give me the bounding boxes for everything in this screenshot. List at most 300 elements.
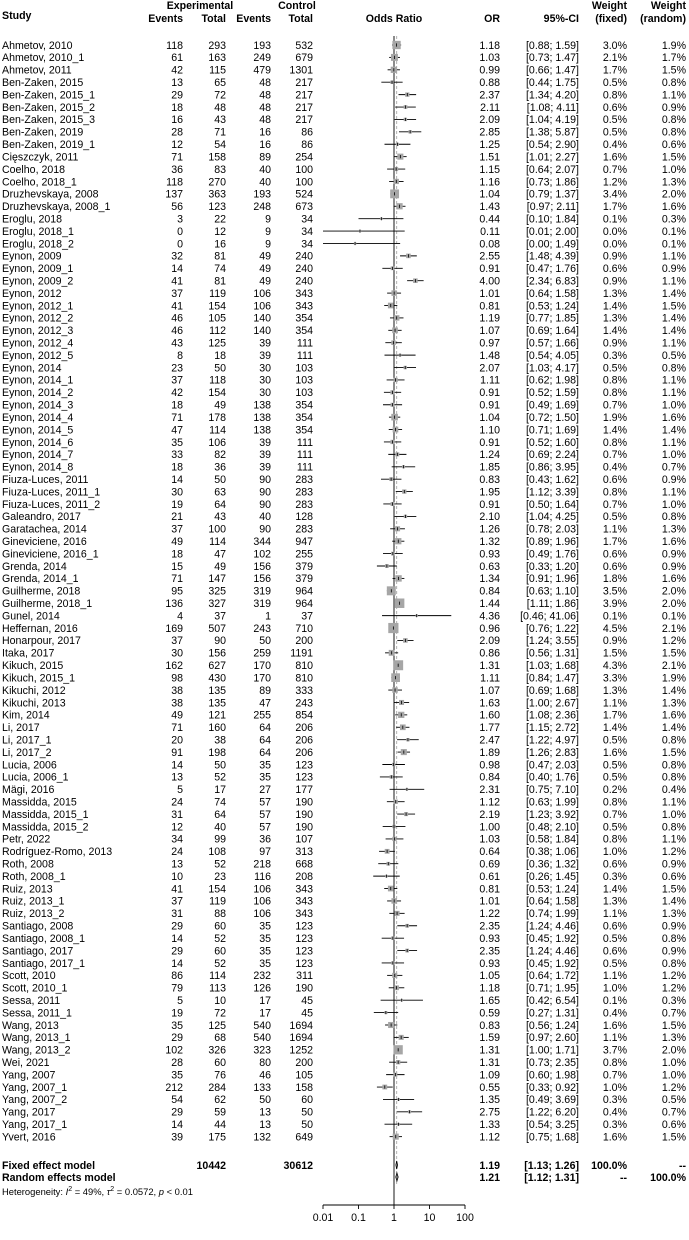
cell-ee: 37 (171, 635, 183, 648)
cell-ce: 90 (259, 498, 271, 511)
ci-value: [1.08; 4.11] (526, 101, 579, 114)
study-row (2, 462, 687, 474)
study-label: Wang, 2013_1 (2, 1032, 71, 1045)
cell-ct: 60 (301, 1094, 313, 1107)
cell-ee: 61 (171, 52, 183, 65)
cell-or: 0.83 (479, 473, 500, 486)
cell-or: 0.59 (479, 1007, 500, 1020)
header-odds-ratio: Odds Ratio (365, 13, 423, 25)
reference-lines (394, 36, 397, 1205)
study-label: Eynon, 2012_1 (2, 300, 74, 313)
cell-wr: 1.4% (661, 312, 686, 325)
cell-ct: 673 (295, 201, 313, 214)
study-row (2, 722, 687, 734)
cell-wf: 2.1% (602, 52, 627, 65)
cell-ct: 343 (295, 287, 313, 300)
cell-et: 47 (214, 548, 226, 561)
header-weight-random: Weight (650, 0, 686, 12)
ci-value: [1.11; 1.86] (526, 598, 579, 611)
ci-value: [0.89; 1.96] (525, 536, 579, 548)
study-row (2, 685, 687, 697)
cell-ee: 41 (171, 883, 183, 896)
cell-wr: 1.5% (661, 883, 686, 896)
cell-ce: 13 (259, 1119, 271, 1132)
study-row (2, 164, 687, 176)
study-label: Massidda, 2015_2 (2, 821, 89, 834)
study-row (2, 1119, 687, 1131)
study-row (2, 610, 687, 622)
cell-ce: 40 (259, 163, 271, 176)
cell-wf: 4.5% (602, 622, 627, 635)
ci-value: [0.54; 4.05] (525, 349, 579, 362)
cell-wr: 0.9% (661, 548, 686, 561)
cell-wf: 3.0% (602, 39, 627, 52)
cell-et: 100 (208, 523, 226, 536)
ci-value: [1.38; 5.87] (525, 126, 579, 139)
cell-ct: 354 (295, 424, 313, 437)
cell-et: 178 (208, 411, 226, 424)
cell-ct: 200 (295, 1057, 313, 1070)
cell-ee: 79 (171, 982, 183, 995)
cell-ee: 95 (171, 585, 183, 598)
study-row (2, 437, 687, 449)
cell-et: 17 (214, 784, 226, 797)
cell-ee: 41 (171, 300, 183, 313)
study-label: Eynon, 2014_7 (2, 449, 74, 462)
study-row (2, 734, 687, 746)
cell-or: 1.31 (479, 660, 500, 673)
cell-or: 0.11 (480, 225, 500, 238)
cell-ce: 90 (259, 523, 271, 536)
cell-or: 1.12 (479, 796, 500, 809)
cell-ee: 3 (177, 213, 183, 226)
cell-ct: 311 (296, 970, 313, 983)
cell-ee: 14 (171, 759, 183, 772)
cell-ee: 16 (171, 114, 183, 127)
cell-ct: 964 (295, 598, 313, 611)
study-label: Yang, 2007_2 (2, 1094, 68, 1107)
ci-value: [0.64; 1.58] (525, 287, 579, 300)
cell-et: 88 (214, 908, 226, 921)
cell-ce: 97 (259, 846, 271, 859)
study-row (2, 1045, 687, 1057)
ci-value: [0.38; 1.06] (525, 846, 579, 859)
study-label: Eynon, 2014_8 (2, 461, 74, 474)
ci-value: [0.73; 2.35] (525, 1057, 579, 1070)
cell-wf: 0.9% (602, 337, 627, 350)
cell-ee: 13 (171, 858, 183, 871)
cell-ct: 34 (301, 213, 313, 226)
cell-ce: 255 (253, 709, 271, 722)
cell-et: 135 (208, 684, 226, 697)
cell-wr: 1.7% (661, 52, 686, 65)
cell-et: 81 (214, 275, 226, 288)
cell-ce: 39 (259, 349, 271, 362)
cell-ee: 18 (171, 548, 183, 561)
study-row (2, 945, 687, 957)
cell-or: 1.85 (479, 461, 500, 474)
ci-value: [1.08; 2.36] (525, 709, 579, 722)
cell-ct: 86 (301, 126, 313, 139)
ci-value: [1.22; 4.97] (525, 734, 579, 747)
cell-wr: 0.8% (661, 511, 686, 524)
cell-ct: 86 (301, 139, 313, 152)
cell-wf: 0.8% (602, 796, 627, 809)
cell-wf: 0.7% (602, 399, 627, 412)
cell-et: 135 (208, 697, 226, 710)
ci-value: [1.15; 2.72] (525, 722, 579, 735)
study-label: Eynon, 2014_1 (2, 374, 74, 387)
cell-or: 0.64 (479, 846, 500, 859)
study-label: Yang, 2007_1 (2, 1081, 68, 1094)
cell-or: 1.24 (479, 449, 500, 462)
study-row (2, 275, 687, 287)
study-label: Eynon, 2009 (2, 250, 62, 263)
cell-ct: 123 (295, 759, 313, 772)
x-tick-label: 100 (456, 1212, 474, 1224)
cell-et: 363 (208, 188, 226, 201)
cell-or: 0.55 (479, 1081, 500, 1094)
cell-ce: 232 (253, 970, 271, 983)
cell-wr: 1.4% (661, 684, 686, 697)
cell-et: 40 (214, 821, 226, 834)
cell-et: 52 (214, 771, 226, 784)
cell-wf: 0.5% (602, 114, 627, 127)
cell-wr: 0.7% (661, 1106, 686, 1119)
study-row (2, 89, 687, 101)
cell-wr: 0.5% (661, 349, 686, 362)
cell-or: 1.77 (479, 722, 500, 735)
cell-wr: 0.8% (661, 734, 686, 747)
cell-ee: 23 (171, 362, 183, 375)
cell-ce: 17 (259, 994, 271, 1007)
cell-ct: 45 (301, 994, 313, 1007)
cell-ce: 132 (253, 1131, 271, 1144)
cell-wf: 0.6% (602, 920, 627, 933)
cell-wr: 0.1% (661, 610, 686, 623)
ci-value: [1.24; 4.46] (525, 920, 579, 933)
study-row (2, 1032, 687, 1044)
cell-ce: 140 (253, 312, 271, 325)
cell-wr: 0.9% (661, 263, 686, 276)
study-label: Eynon, 2012_3 (2, 325, 74, 338)
study-row (2, 263, 687, 275)
cell-ce: 133 (253, 1081, 271, 1094)
cell-wf: 0.5% (602, 511, 627, 524)
cell-et: 72 (214, 1007, 226, 1020)
study-label: Ben-Zaken, 2015_2 (2, 101, 96, 114)
cell-ee: 5 (177, 994, 183, 1007)
cell-ct: 243 (295, 697, 313, 710)
ci-value: [0.46; 41.06] (520, 610, 579, 623)
study-label: Gunel, 2014 (2, 610, 60, 623)
cell-ee: 0 (177, 225, 183, 238)
study-row (2, 189, 687, 201)
cell-wr: 1.4% (661, 722, 686, 735)
study-label: Eroglu, 2018 (2, 213, 63, 226)
cell-wf: 0.8% (602, 486, 627, 499)
ci-value: [1.00; 1.71] (525, 1044, 579, 1057)
study-label: Sessa, 2011 (2, 994, 61, 1007)
study-label: Kikuchi, 2013 (2, 697, 66, 710)
cell-ee: 39 (171, 1131, 183, 1144)
cell-ce: 323 (253, 1044, 271, 1057)
cell-wr: 1.4% (661, 424, 686, 437)
ci-value: [1.48; 4.39] (525, 250, 579, 263)
cell-ct: 1191 (290, 647, 313, 660)
cell-ct: 947 (295, 536, 313, 548)
cell-ee: 24 (171, 846, 183, 859)
cell-wf: 0.3% (602, 349, 627, 362)
cell-wf: 1.4% (602, 300, 627, 313)
cell-ee: 162 (165, 660, 183, 673)
cell-wr: 0.8% (661, 362, 686, 375)
cell-ce: 140 (253, 325, 271, 338)
ci-value: [0.71; 1.69] (525, 424, 579, 437)
cell-wf: 0.5% (602, 759, 627, 772)
cell-ce: 540 (253, 1019, 271, 1032)
study-row (2, 524, 687, 536)
cell-wf: 1.7% (602, 536, 627, 548)
cell-et: 99 (214, 833, 226, 846)
cell-et: 74 (214, 263, 226, 276)
study-label: Ruiz, 2013_1 (2, 895, 65, 908)
cell-or: 2.09 (479, 635, 500, 648)
ci-value: [0.49; 1.69] (525, 399, 579, 412)
cell-ct: 710 (295, 622, 313, 635)
cell-wr: 2.0% (661, 598, 686, 611)
study-row (2, 313, 687, 325)
cell-or: 2.10 (479, 511, 500, 524)
cell-ce: 57 (259, 796, 271, 809)
cell-wr: 0.6% (661, 139, 686, 152)
cell-or: 0.91 (479, 498, 500, 511)
cell-or: 1.60 (479, 709, 500, 722)
study-row (2, 896, 687, 908)
cell-wf: 3.3% (602, 672, 627, 685)
cell-ce: 30 (259, 374, 271, 387)
study-row (2, 251, 687, 263)
cell-ee: 118 (166, 176, 183, 189)
study-label: Wang, 2013 (2, 1019, 59, 1032)
cell-ee: 14 (171, 473, 183, 486)
cell-ee: 12 (171, 139, 183, 152)
cell-wf: 1.1% (602, 697, 627, 710)
cell-ct: 100 (295, 163, 313, 176)
ci-value: [0.77; 1.85] (525, 312, 579, 325)
cell-wr: 2.1% (661, 660, 686, 673)
cell-ct: 1301 (289, 64, 313, 77)
study-label: Ben-Zaken, 2015 (2, 77, 84, 90)
cell-wf: 1.3% (602, 895, 627, 908)
cell-ct: 343 (295, 300, 313, 313)
cell-et: 23 (214, 870, 226, 883)
cell-et: 154 (208, 387, 226, 400)
cell-wf: 0.5% (602, 77, 627, 90)
cell-et: 59 (214, 1106, 226, 1119)
cell-wf: 1.0% (602, 982, 627, 995)
cell-wf: 0.5% (602, 362, 627, 375)
study-label: Kikuch, 2015 (2, 660, 64, 673)
study-label: Rodríguez-Romo, 2013 (2, 846, 113, 859)
study-label: Grenda, 2014_1 (2, 573, 79, 586)
cell-or: 0.88 (479, 77, 500, 90)
study-label: Cięszczyk, 2011 (2, 151, 79, 164)
study-label: Eynon, 2012_5 (2, 349, 74, 362)
header-or: OR (484, 13, 500, 25)
study-row (2, 486, 687, 498)
study-label: Massidda, 2015 (2, 796, 77, 809)
cell-et: 54 (214, 139, 226, 152)
cell-ct: 37 (301, 610, 313, 623)
cell-ee: 36 (171, 163, 183, 176)
cell-wf: 0.8% (602, 436, 627, 449)
study-label: Eynon, 2012_2 (2, 312, 74, 325)
ci-value: [0.47; 2.03] (525, 759, 579, 772)
ci-value: [0.72; 1.50] (525, 411, 579, 424)
cell-ee: 8 (177, 349, 183, 362)
cell-ce: 39 (259, 461, 271, 474)
study-row (2, 350, 687, 362)
study-label: Yang, 2017_1 (2, 1119, 68, 1132)
header-exp-total: Total (201, 13, 226, 25)
ci-value: [0.50; 1.64] (525, 498, 579, 511)
study-row (2, 338, 687, 350)
cell-ct: 217 (295, 114, 313, 127)
cell-ee: 34 (171, 833, 183, 846)
cell-et: 52 (214, 858, 226, 871)
ci-value: [1.12; 3.39] (525, 486, 579, 499)
cell-ce: 16 (259, 126, 271, 139)
cell-et: 115 (209, 64, 226, 77)
ci-value: [0.45; 1.92] (525, 957, 579, 970)
cell-ce: 319 (253, 585, 271, 598)
cell-ct: 810 (295, 660, 313, 673)
cell-et: 114 (209, 424, 226, 437)
cell-ce: 193 (253, 39, 271, 52)
cell-ee: 41 (171, 275, 183, 288)
cell-ce: 48 (259, 114, 271, 127)
cell-ce: 48 (259, 77, 271, 90)
ci-value: [1.22; 6.20] (525, 1106, 579, 1119)
study-label: Galeandro, 2017 (2, 511, 81, 524)
study-row (2, 995, 687, 1007)
study-row (2, 52, 687, 64)
cell-wf: 0.5% (602, 734, 627, 747)
cell-or: 1.11 (480, 374, 500, 387)
ci-value: [0.56; 1.31] (525, 647, 579, 660)
cell-wr: 1.1% (661, 833, 686, 846)
cell-wr: 0.8% (661, 771, 686, 784)
cell-ct: 103 (295, 362, 313, 375)
cell-or: 1.65 (479, 994, 500, 1007)
cell-ce: 64 (259, 746, 271, 759)
cell-ee: 37 (171, 523, 183, 536)
ci-value: [0.40; 1.76] (525, 771, 579, 784)
cell-ct: 649 (295, 1131, 313, 1144)
cell-wf: 0.6% (602, 858, 627, 871)
cell-ct: 964 (295, 585, 313, 598)
summary-diamond (396, 1173, 398, 1181)
summary-or: 1.19 (479, 1159, 500, 1172)
cell-ee: 12 (171, 821, 183, 834)
cell-wf: 1.0% (602, 846, 627, 859)
ci-value: [0.27; 1.31] (525, 1007, 579, 1020)
cell-ct: 105 (295, 1069, 313, 1082)
cell-et: 156 (208, 647, 226, 660)
cell-wr: 0.9% (661, 858, 686, 871)
study-label: Yvert, 2016 (2, 1131, 56, 1144)
cell-or: 2.19 (479, 808, 500, 821)
cell-ee: 19 (171, 1007, 183, 1020)
cell-et: 105 (208, 312, 226, 325)
cell-wr: 1.1% (661, 486, 686, 499)
cell-et: 68 (214, 1032, 226, 1045)
ci-value: [0.91; 1.96] (525, 573, 579, 586)
cell-wr: 1.6% (661, 573, 686, 586)
study-label: Ben-Zaken, 2019_1 (2, 139, 96, 152)
cell-or: 2.11 (480, 101, 500, 114)
ci-value: [0.01; 2.00] (525, 225, 579, 238)
cell-wr: 0.9% (661, 920, 686, 933)
x-axis (313, 1205, 474, 1224)
cell-ct: 158 (295, 1081, 313, 1094)
header (2, 0, 686, 25)
ci-value: [0.58; 1.84] (525, 833, 579, 846)
cell-wr: 1.4% (661, 895, 686, 908)
header-exp-events: Events (148, 13, 183, 25)
study-row (2, 759, 687, 771)
cell-wf: 0.6% (602, 548, 627, 561)
cell-wr: 1.0% (661, 1057, 686, 1070)
study-label: Eynon, 2014_6 (2, 436, 74, 449)
cell-ce: 89 (259, 151, 271, 164)
ci-value: [1.04; 4.25] (525, 511, 579, 524)
ci-value: [0.48; 2.10] (525, 821, 579, 834)
cell-ee: 35 (171, 1069, 183, 1082)
cell-ct: 379 (295, 560, 313, 573)
cell-ct: 343 (295, 908, 313, 921)
cell-or: 1.01 (479, 287, 500, 300)
cell-wf: 0.1% (602, 610, 627, 623)
summary-weight-random: -- (678, 1159, 686, 1172)
cell-ce: 170 (253, 672, 271, 685)
study-rows (2, 40, 687, 1144)
study-label: Ruiz, 2013_2 (2, 908, 65, 921)
cell-wf: 0.8% (602, 833, 627, 846)
cell-ce: 16 (259, 139, 271, 152)
cell-et: 64 (214, 808, 226, 821)
cell-ce: 106 (253, 895, 271, 908)
ci-value: [0.64; 1.58] (525, 895, 579, 908)
cell-ct: 123 (295, 957, 313, 970)
cell-ct: 50 (301, 1106, 313, 1119)
study-label: Roth, 2008 (2, 858, 54, 871)
cell-or: 0.91 (479, 387, 500, 400)
cell-ce: 35 (259, 945, 271, 958)
cell-ce: 106 (253, 883, 271, 896)
study-row (2, 362, 687, 374)
ci-value: [0.33; 0.92] (525, 1081, 579, 1094)
cell-wr: 0.8% (661, 114, 686, 127)
study-row (2, 697, 687, 709)
cell-et: 121 (208, 709, 226, 722)
cell-or: 2.75 (479, 1106, 500, 1119)
cell-ct: 668 (295, 858, 313, 871)
cell-or: 2.35 (479, 920, 500, 933)
cell-ce: 48 (259, 101, 271, 114)
summary-ci: [1.13; 1.26] (524, 1159, 579, 1172)
